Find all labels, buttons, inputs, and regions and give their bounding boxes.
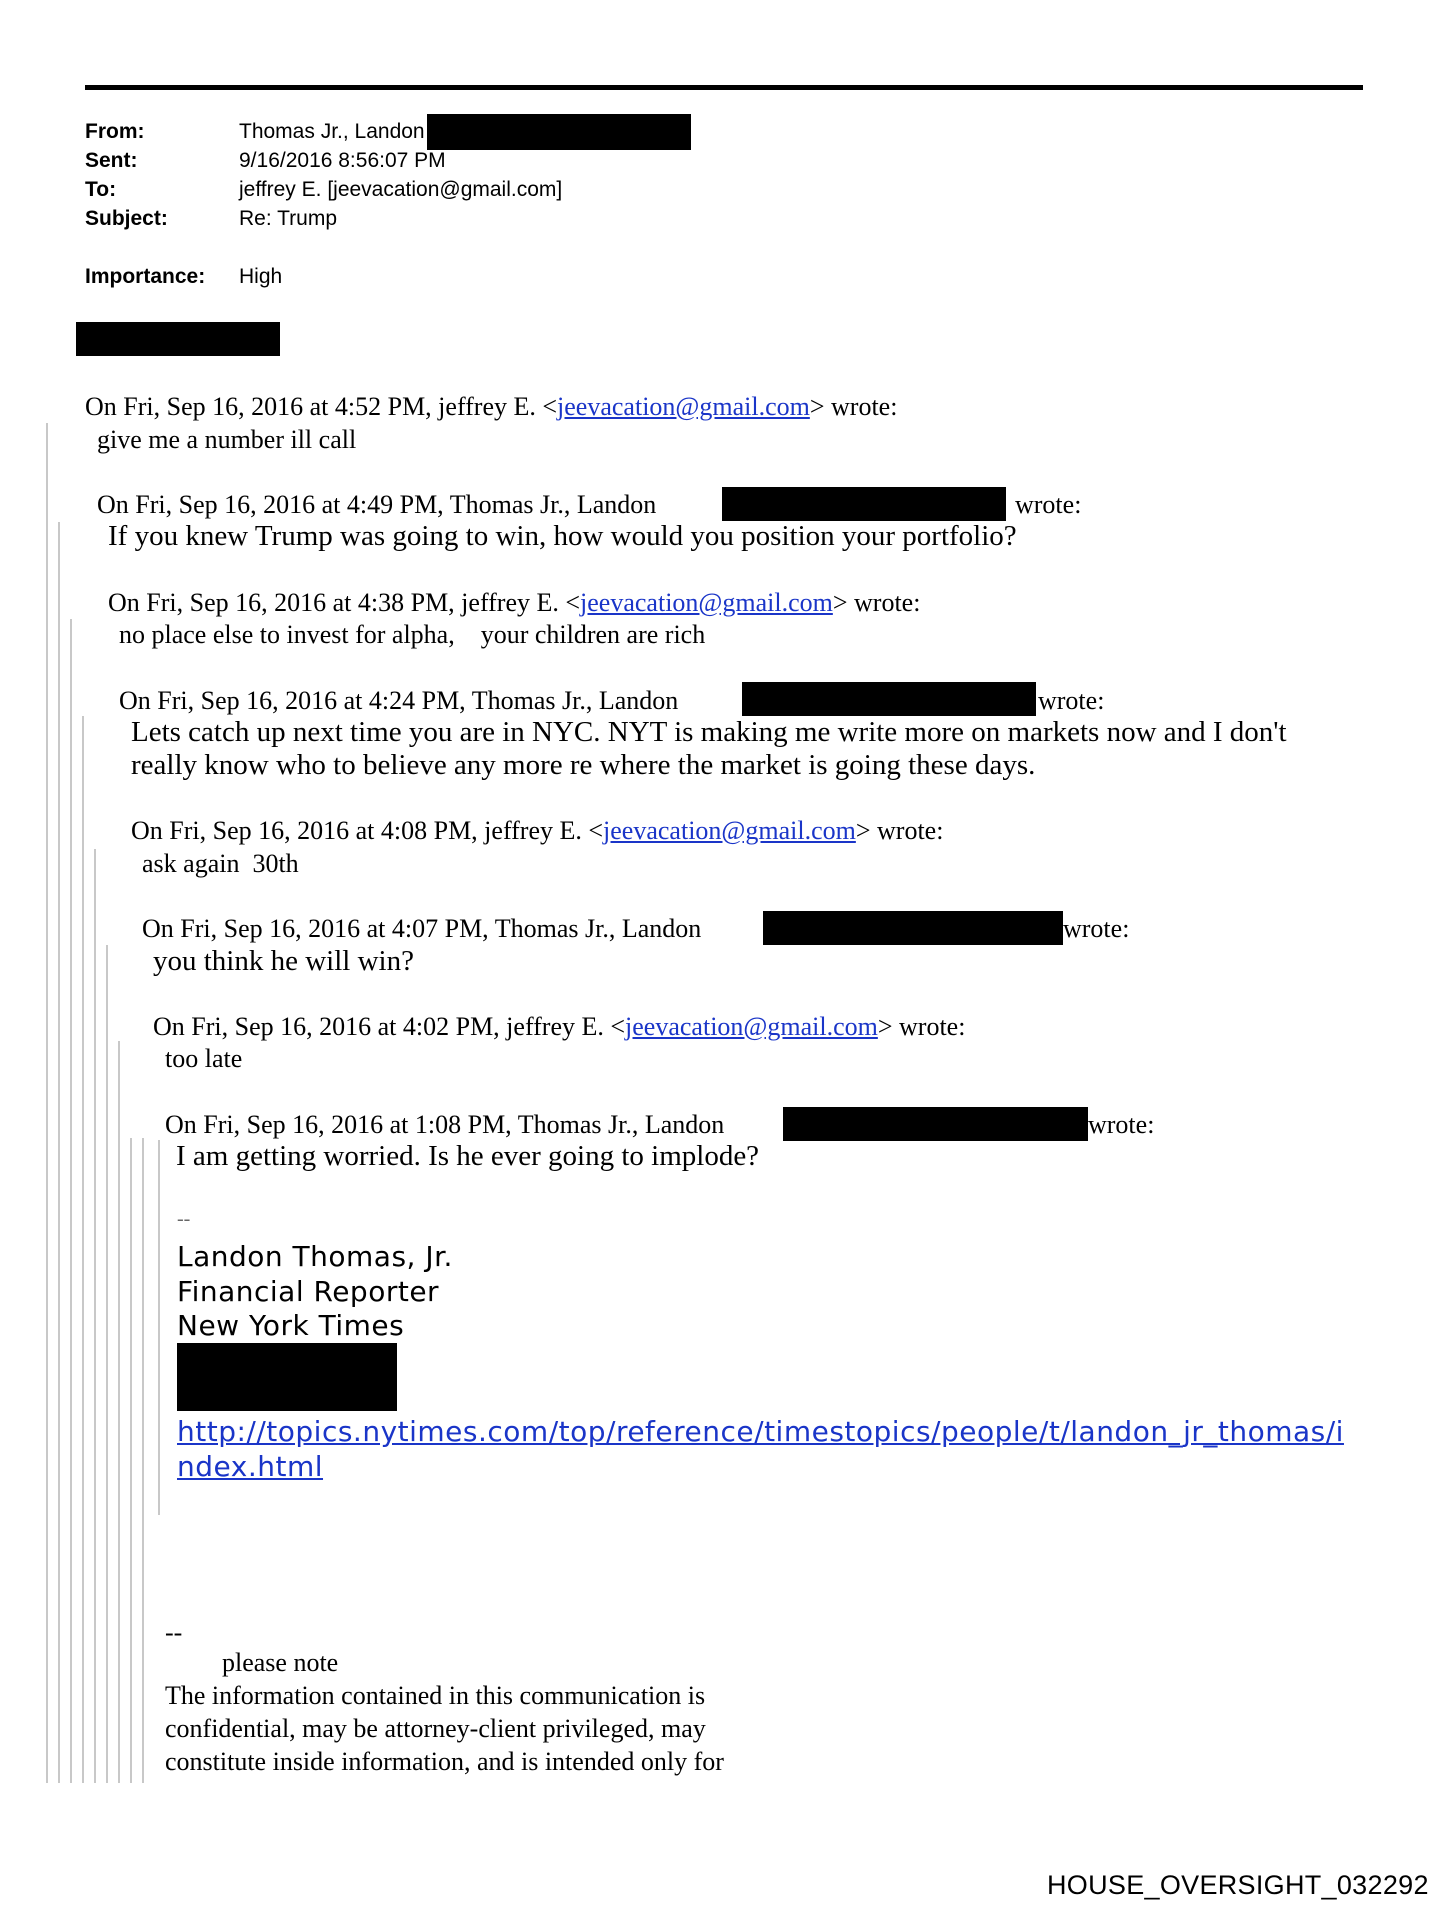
quote-bar-1 bbox=[46, 423, 48, 1783]
email-link[interactable]: jeevacation@gmail.com bbox=[625, 1012, 878, 1041]
message-intro-4-end: wrote: bbox=[1038, 686, 1105, 715]
disclaimer-line-3: constitute inside information, and is intended only for bbox=[165, 1747, 724, 1776]
signature-org: New York Times bbox=[177, 1309, 405, 1342]
subject-value: Re: Trump bbox=[239, 207, 338, 230]
signature-url-line-1[interactable]: http://topics.nytimes.com/top/reference/timestopics/people/t/landon_jr_thomas/i bbox=[177, 1415, 1344, 1448]
message-intro-8-end: wrote: bbox=[1088, 1110, 1155, 1139]
redaction-email-6 bbox=[763, 911, 1063, 945]
to-value: jeffrey E. [jeevacation@gmail.com] bbox=[239, 178, 563, 201]
redaction-greeting bbox=[76, 322, 280, 356]
quote-bar-10 bbox=[158, 1140, 160, 1515]
disclaimer-line-1: The information contained in this communication is bbox=[165, 1681, 706, 1710]
message-intro-6: On Fri, Sep 16, 2016 at 4:07 PM, Thomas Jr., Landon bbox=[142, 914, 702, 943]
message-body-1: give me a number ill call bbox=[97, 425, 357, 454]
quote-bar-6 bbox=[106, 945, 108, 1783]
message-intro-1: On Fri, Sep 16, 2016 at 4:52 PM, jeffrey E. <jeevacation@gmail.com> wrote: bbox=[85, 392, 898, 421]
redaction-email-2 bbox=[722, 487, 1006, 521]
email-link[interactable]: jeevacation@gmail.com bbox=[557, 392, 810, 421]
message-body-7: too late bbox=[165, 1044, 243, 1073]
message-intro-7: On Fri, Sep 16, 2016 at 4:02 PM, jeffrey E. <jeevacation@gmail.com> wrote: bbox=[153, 1012, 966, 1041]
message-intro-2: On Fri, Sep 16, 2016 at 4:49 PM, Thomas Jr., Landon bbox=[97, 490, 657, 519]
signature-url-line-2[interactable]: ndex.html bbox=[177, 1450, 324, 1483]
redaction-signature-phone bbox=[177, 1343, 397, 1411]
message-body-6: you think he will win? bbox=[153, 945, 414, 977]
bates-number: HOUSE_OVERSIGHT_032292 bbox=[1047, 1870, 1429, 1900]
quote-bar-2 bbox=[58, 522, 60, 1783]
redaction-email-8 bbox=[783, 1107, 1088, 1141]
importance-value: High bbox=[239, 265, 283, 288]
message-intro-6-end: wrote: bbox=[1063, 914, 1130, 943]
message-intro-4: On Fri, Sep 16, 2016 at 4:24 PM, Thomas Jr., Landon bbox=[119, 686, 679, 715]
message-body-2: If you knew Trump was going to win, how would you position your portfolio? bbox=[108, 520, 1017, 552]
quote-bar-9 bbox=[142, 1138, 144, 1783]
message-body-3: no place else to invest for alpha, your children are rich bbox=[119, 620, 706, 649]
message-intro-3: On Fri, Sep 16, 2016 at 4:38 PM, jeffrey E. <jeevacation@gmail.com> wrote: bbox=[108, 588, 921, 617]
message-body-5: ask again 30th bbox=[142, 849, 299, 878]
message-body-8: I am getting worried. Is he ever going to implode? bbox=[176, 1140, 760, 1172]
signature-title: Financial Reporter bbox=[177, 1275, 440, 1308]
signature-dashes: -- bbox=[177, 1208, 191, 1230]
quote-bar-7 bbox=[118, 1041, 120, 1783]
disclaimer-line-2: confidential, may be attorney-client privileged, may bbox=[165, 1714, 706, 1743]
message-body-4-line-2: really know who to believe any more re where the market is going these days. bbox=[131, 749, 1036, 781]
importance-label: Importance: bbox=[85, 265, 206, 288]
disclaimer-heading: please note bbox=[222, 1648, 339, 1677]
sent-label: Sent: bbox=[85, 149, 138, 172]
message-intro-8: On Fri, Sep 16, 2016 at 1:08 PM, Thomas Jr., Landon bbox=[165, 1110, 725, 1139]
redaction-email-4 bbox=[742, 682, 1036, 716]
quote-bar-4 bbox=[82, 716, 84, 1783]
quote-bar-8 bbox=[130, 1138, 132, 1783]
disclaimer-dashes: -- bbox=[165, 1618, 183, 1647]
quote-bar-3 bbox=[70, 619, 72, 1783]
quote-bar-5 bbox=[94, 849, 96, 1783]
to-label: To: bbox=[85, 178, 117, 201]
email-link[interactable]: jeevacation@gmail.com bbox=[603, 816, 856, 845]
from-value: Thomas Jr., Landon bbox=[239, 120, 425, 143]
message-body-4-line-1: Lets catch up next time you are in NYC. NYT is making me write more on markets now and I don't bbox=[131, 716, 1287, 748]
from-label: From: bbox=[85, 120, 145, 143]
message-intro-5: On Fri, Sep 16, 2016 at 4:08 PM, jeffrey E. <jeevacation@gmail.com> wrote: bbox=[131, 816, 944, 845]
sent-value: 9/16/2016 8:56:07 PM bbox=[239, 149, 446, 172]
email-link[interactable]: jeevacation@gmail.com bbox=[580, 588, 833, 617]
subject-label: Subject: bbox=[85, 207, 168, 230]
top-rule bbox=[85, 85, 1363, 90]
signature-name: Landon Thomas, Jr. bbox=[177, 1240, 453, 1273]
redaction-from-email bbox=[427, 114, 691, 150]
message-intro-2-end: wrote: bbox=[1015, 490, 1082, 519]
